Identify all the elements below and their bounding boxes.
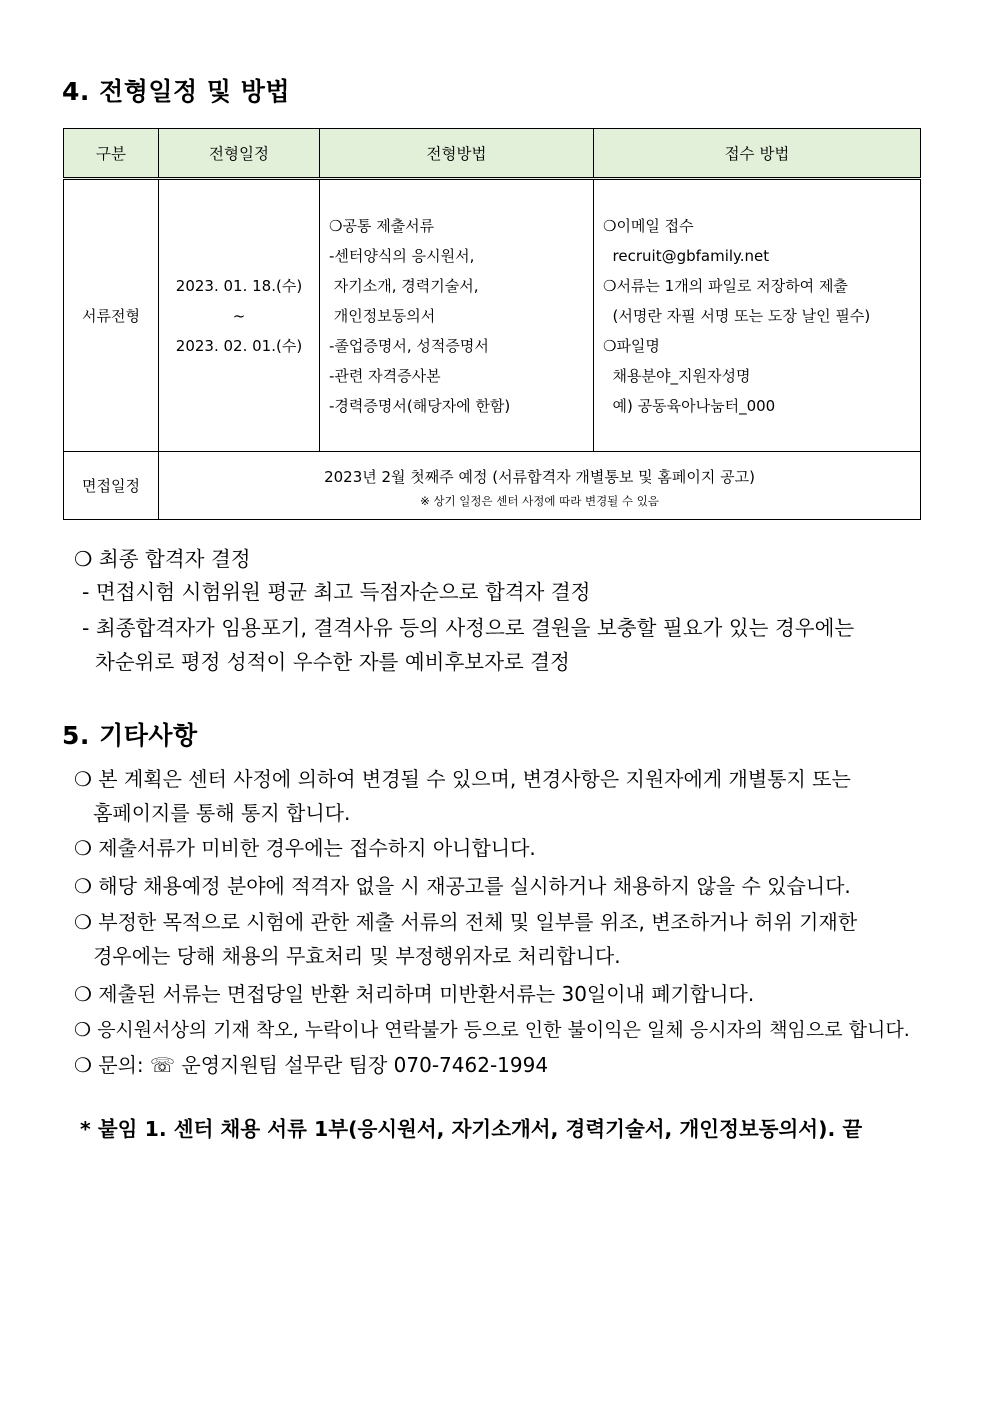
final-title: ❍ 최종 합격자 결정 bbox=[74, 547, 251, 571]
note-item: ❍ 제출서류가 미비한 경우에는 접수하지 아니합니다. bbox=[74, 836, 536, 860]
table-header-row bbox=[64, 129, 921, 179]
contact-item: ❍ 문의: ☏ 운영지원팀 설무란 팀장 070-7462-1994 bbox=[74, 1053, 549, 1077]
section-4-title: 4. 전형일정 및 방법 bbox=[62, 77, 291, 106]
row1-schedule bbox=[159, 179, 320, 452]
row1-category: 서류전형 bbox=[64, 179, 159, 452]
schedule-tilde: ~ bbox=[232, 306, 246, 325]
submission-line: ❍서류는 1개의 파일로 저장하여 제출 bbox=[603, 276, 848, 295]
method-line: -경력증명서(해당자에 한함) bbox=[329, 396, 511, 415]
header-schedule: 전형일정 bbox=[159, 129, 320, 179]
row1-method bbox=[320, 179, 594, 452]
method-line: 개인정보동의서 bbox=[329, 306, 436, 325]
row2-category: 면접일정 bbox=[64, 452, 159, 520]
submission-line: (서명란 자필 서명 또는 도장 날인 필수) bbox=[603, 306, 871, 325]
submission-email: recruit@gbfamily.net bbox=[603, 246, 770, 265]
schedule-end: 2023. 02. 01.(수) bbox=[175, 336, 303, 355]
note-item: ❍ 제출된 서류는 면접당일 반환 처리하며 미반환서류는 30일이내 폐기합니다. bbox=[74, 982, 755, 1006]
final-item: - 최종합격자가 임용포기, 결격사유 등의 사정으로 결원을 보충할 필요가 있는 경우에는 bbox=[82, 616, 855, 640]
final-item: - 면접시험 시험위원 평균 최고 득점자순으로 합격자 결정 bbox=[82, 580, 591, 604]
header-submission: 접수 방법 bbox=[594, 129, 921, 179]
schedule-table bbox=[63, 128, 921, 520]
submission-line: ❍파일명 bbox=[603, 336, 660, 355]
method-line: ❍공통 제출서류 bbox=[329, 216, 435, 235]
section-5-title: 5. 기타사항 bbox=[62, 721, 198, 750]
note-item: 홈페이지를 통해 통지 합니다. bbox=[74, 801, 351, 825]
row1-submission bbox=[594, 179, 921, 452]
table-row-document bbox=[64, 179, 921, 452]
schedule-start: 2023. 01. 18.(수) bbox=[175, 276, 303, 295]
interview-note: ※ 상기 일정은 센터 사정에 따라 변경될 수 있음 bbox=[420, 493, 659, 508]
note-item: ❍ 응시원서상의 기재 착오, 누락이나 연락불가 등으로 인한 불이익은 일체 응시자의 책임으로 합니다. bbox=[74, 1019, 910, 1041]
method-line: -관련 자격증사본 bbox=[329, 366, 441, 385]
note-item: ❍ 본 계획은 센터 사정에 의하여 변경될 수 있으며, 변경사항은 지원자에게 개별통지 또는 bbox=[74, 767, 851, 791]
method-line: -센터양식의 응시원서, bbox=[329, 246, 475, 265]
row2-content bbox=[159, 452, 921, 520]
note-item: ❍ 해당 채용예정 분야에 적격자 없을 시 재공고를 실시하거나 채용하지 않을 수 있습니다. bbox=[74, 874, 851, 898]
submission-line: 채용분야_지원자성명 bbox=[603, 366, 751, 385]
interview-schedule: 2023년 2월 첫째주 예정 (서류합격자 개별통보 및 홈페이지 공고) bbox=[324, 467, 755, 486]
header-method: 전형방법 bbox=[320, 129, 594, 179]
submission-line: ❍이메일 접수 bbox=[603, 216, 694, 235]
note-item: 경우에는 당해 채용의 무효처리 및 부정행위자로 처리합니다. bbox=[74, 944, 621, 968]
header-category: 구분 bbox=[64, 129, 159, 179]
method-line: -졸업증명서, 성적증명서 bbox=[329, 336, 489, 355]
final-item: 차순위로 평정 성적이 우수한 자를 예비후보자로 결정 bbox=[82, 650, 570, 674]
submission-line: 예) 공동육아나눔터_000 bbox=[603, 396, 776, 415]
method-line: 자기소개, 경력기술서, bbox=[329, 276, 479, 295]
note-item: ❍ 부정한 목적으로 시험에 관한 제출 서류의 전체 및 일부를 위조, 변조하거나 허위 기재한 bbox=[74, 910, 858, 934]
attachment-note: * 붙임 1. 센터 채용 서류 1부(응시원서, 자기소개서, 경력기술서, 개인정보동의서). 끝 bbox=[80, 1117, 863, 1141]
table-row-interview bbox=[64, 452, 921, 520]
